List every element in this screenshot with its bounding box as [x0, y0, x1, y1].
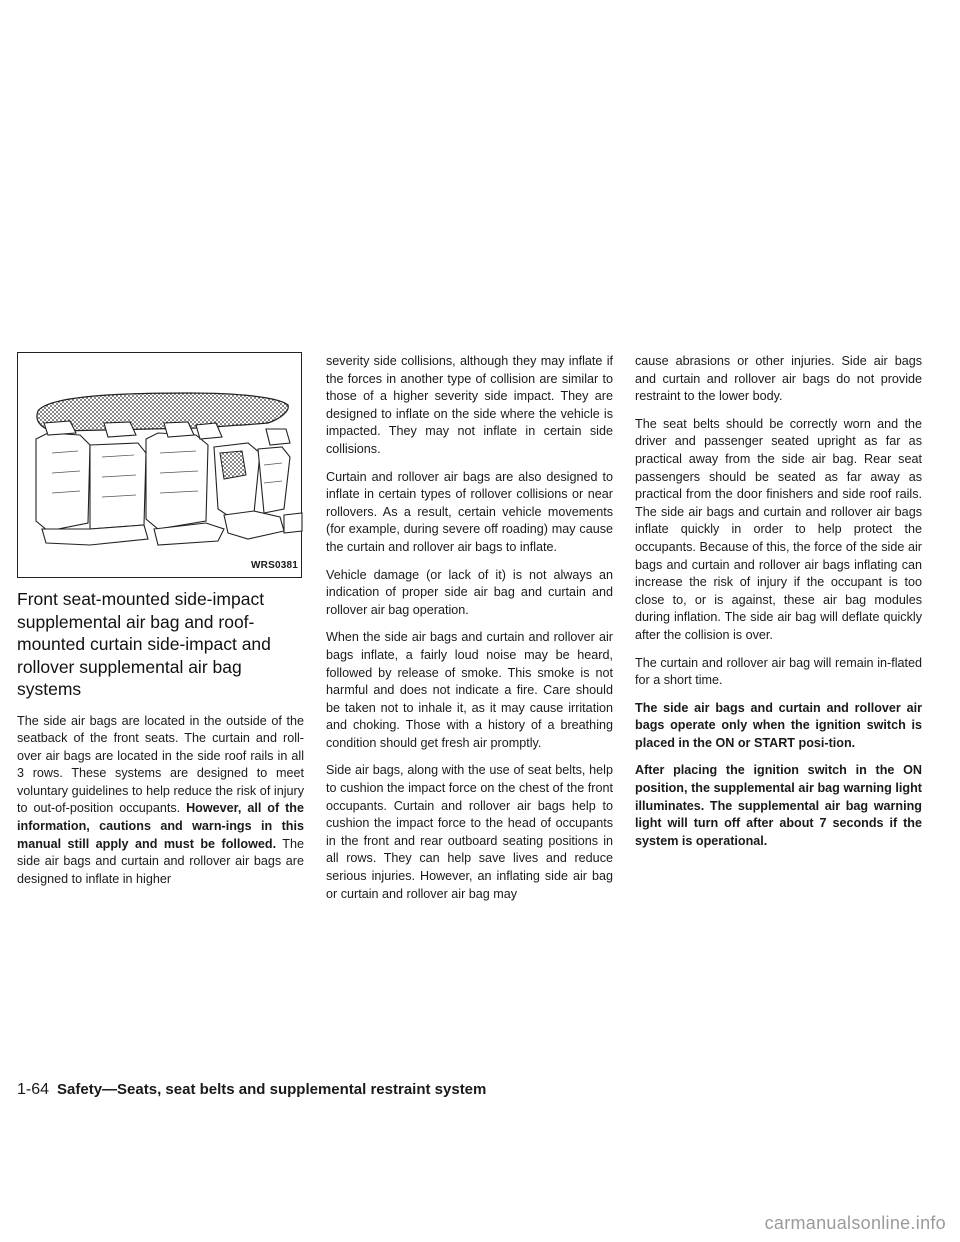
page-number: 1-64 [17, 1081, 50, 1098]
air-bag-seats-diagram-icon [18, 353, 303, 579]
paragraph-bold: However, all of the information, cautions and warn-ings in this manual still apply and must be followed. [17, 801, 305, 851]
chapter-title: Safety—Seats, seat belts and supplemental restraint system [57, 1081, 487, 1098]
column-3 [635, 353, 922, 860]
watermark: carmanualsonline.info [764, 1213, 946, 1233]
paragraph [17, 713, 304, 889]
paragraph-text: The side air bags and curtain and rollover air bags are designed to inflate in higher [17, 836, 304, 886]
bold-paragraph: The side air bags and curtain and rollover air bags operate only when the ignition switch is placed in the ON or START posi-tion. [635, 700, 922, 750]
paragraph: severity side collisions, although they may inflate if the forces in another type of collision are similar to those of a higher severity side impact. They are designed to inflate on the side where the vehicle is impacted. They may not inflate in certain side collisions. [326, 354, 613, 456]
figure-side-air-bags [17, 352, 302, 578]
bold-paragraph: After placing the ignition switch in the ON position, the supplemental air bag warning light illuminates. The supplemental air bag warning light will turn off after about 7 seconds if the system is operational. [635, 763, 922, 848]
paragraph: The curtain and rollover air bag will remain in-flated for a short time. [635, 655, 922, 688]
paragraph: The seat belts should be correctly worn and the driver and passenger seated upright as far as practical away from the side air bag. Rear seat passengers should be seated as far away as practical from the door finishers and side roof rails. The side air bags and curtain and rollover air bags inflate quickly in order to help protect the occupants. Because of this, the force of the side air bags and curtain and rollover air bags inflating can increase the risk of injury if the occupant is too close to, or is against, these air bag modules during inflation. The side air bag will deflate quickly after the collision is over. [635, 416, 922, 642]
column-2 [326, 353, 613, 913]
paragraph: Vehicle damage (or lack of it) is not always an indication of proper side air bag and curtain and rollover air bag operation. [326, 567, 613, 617]
column-1 [17, 352, 304, 898]
paragraph: When the side air bags and curtain and rollover air bags inflate, a fairly loud noise may be heard, followed by release of smoke. This smoke is not harmful and does not indicate a fire. Care should be taken not to inhale it, as it may cause irritation and choking. Those with a history of a breathing condition should get fresh air promptly. [326, 630, 613, 750]
figure-id: WRS0381 [251, 560, 298, 572]
section-title: Front seat-mounted side-impact supplemental air bag and roof-mounted curtain side-impact and rollover supplemental air bag systems [17, 589, 271, 699]
page-footer [17, 1081, 486, 1099]
paragraph: cause abrasions or other injuries. Side air bags and curtain and rollover air bags do not provide restraint to the lower body. [635, 354, 922, 404]
paragraph-text: The side air bags are located in the outside of the seatback of the front seats. The curtain and roll-over air bags are located in the side roof rails in all 3 rows. These systems are designed to meet voluntary guidelines to help reduce the risk of injury to out-of-position occupants. [17, 713, 304, 816]
paragraph: Side air bags, along with the use of seat belts, help to cushion the impact force on the chest of the front occupants. Curtain and rollover air bags help to cushion the impact force to the head of occupants in the front and rear outboard seating positions in all rows. They can help save lives and reduce serious injuries. However, an inflating side air bag or curtain and rollover air bag may [326, 763, 613, 901]
paragraph: Curtain and rollover air bags are also designed to inflate in certain types of rollover collisions or near rollovers. As a result, certain vehicle movements (for example, during severe off roading) may cause the curtain and rollover air bags to inflate. [326, 469, 613, 554]
